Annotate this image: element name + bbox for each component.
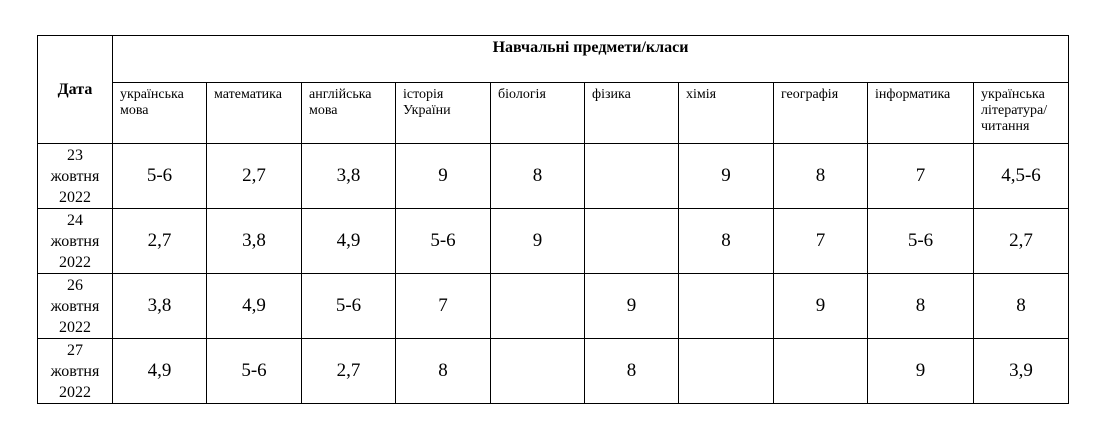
table-row [38,209,1069,274]
value-cell: 5-6 [113,144,207,209]
date-cell [38,274,113,339]
value-cell: 5-6 [868,209,974,274]
date-cell [38,209,113,274]
value-cell: 4,9 [113,339,207,404]
header-row-subjects [38,83,1069,144]
subject-header [113,83,207,144]
header-row-title [38,36,1069,83]
value-cell: 9 [491,209,585,274]
subject-header [974,83,1069,144]
subject-header [396,83,491,144]
value-cell [491,339,585,404]
table-row [38,274,1069,339]
value-cell: 8 [491,144,585,209]
value-cell: 9 [585,274,679,339]
subject-header [868,83,974,144]
table-row [38,339,1069,404]
value-cell [679,274,774,339]
subject-header [207,83,302,144]
value-cell: 7 [396,274,491,339]
date-line: 2022 [59,253,91,271]
date-line: 2022 [59,318,91,336]
date-line: 2022 [59,188,91,206]
date-line: 27 [67,341,83,359]
date-line: 2022 [59,383,91,401]
subject-header-line: інформатика [875,87,951,102]
value-cell: 2,7 [207,144,302,209]
date-cell [38,144,113,209]
value-cell [679,339,774,404]
subject-header [302,83,396,144]
subject-header-line: України [403,103,451,118]
subject-header-line: географія [781,87,839,102]
value-cell: 5-6 [302,274,396,339]
date-line: жовтня [50,362,100,380]
value-cell [491,274,585,339]
subject-header-line: математика [214,87,282,102]
value-cell: 8 [974,274,1069,339]
date-line: жовтня [50,297,100,315]
value-cell: 3,9 [974,339,1069,404]
value-cell: 9 [679,144,774,209]
subject-header-line: література/ [981,103,1048,118]
date-line: жовтня [50,232,100,250]
value-cell: 9 [868,339,974,404]
value-cell: 8 [585,339,679,404]
value-cell: 8 [868,274,974,339]
subject-header-line: мова [309,103,338,118]
table-row [38,144,1069,209]
date-line: 26 [67,276,83,294]
date-line: 24 [67,211,83,229]
value-cell: 4,9 [302,209,396,274]
subject-header-line: фізика [592,87,631,102]
schedule-table [37,35,1069,404]
value-cell: 8 [396,339,491,404]
value-cell [585,144,679,209]
value-cell: 4,5-6 [974,144,1069,209]
subject-header-line: історія [403,87,444,102]
value-cell: 3,8 [207,209,302,274]
date-line: жовтня [50,167,100,185]
subject-header-line: англійська [309,87,372,102]
value-cell: 8 [774,144,868,209]
date-line: 23 [67,146,83,164]
value-cell: 5-6 [207,339,302,404]
subject-header-line: українська [981,87,1045,102]
value-cell [585,209,679,274]
value-cell: 4,9 [207,274,302,339]
subject-header [774,83,868,144]
subject-header [585,83,679,144]
subject-header-line: хімія [686,87,717,102]
table-title: Навчальні предмети/класи [113,36,1069,83]
date-column-header: Дата [38,36,113,144]
subject-header-line: українська [120,87,184,102]
value-cell: 3,8 [302,144,396,209]
value-cell: 7 [868,144,974,209]
subject-header [679,83,774,144]
value-cell: 9 [774,274,868,339]
subject-header-line: мова [120,103,149,118]
value-cell: 3,8 [113,274,207,339]
date-cell [38,339,113,404]
subject-header-line: читання [981,119,1030,134]
value-cell: 7 [774,209,868,274]
value-cell: 2,7 [302,339,396,404]
value-cell [774,339,868,404]
value-cell: 2,7 [974,209,1069,274]
value-cell: 2,7 [113,209,207,274]
value-cell: 9 [396,144,491,209]
value-cell: 8 [679,209,774,274]
value-cell: 5-6 [396,209,491,274]
subject-header-line: біологія [498,87,546,102]
subject-header [491,83,585,144]
